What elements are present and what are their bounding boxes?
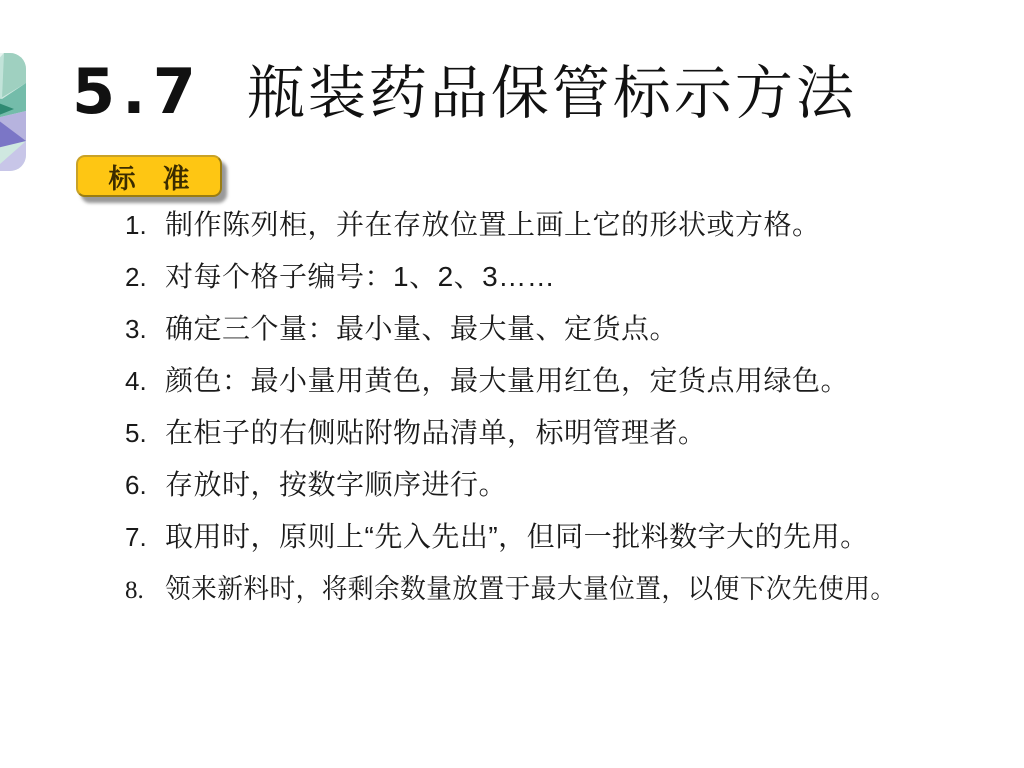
list-item	[125, 355, 935, 407]
low-poly-brand-icon	[0, 53, 26, 171]
item-number: 3.	[125, 314, 147, 344]
standard-badge	[76, 155, 222, 197]
item-number: 7.	[125, 522, 147, 552]
list-item	[125, 199, 935, 251]
item-number: 4.	[125, 366, 147, 396]
item-text: 领来新料时，将剩余数量放置于最大量位置，以便下次先使用。	[165, 574, 897, 604]
standard-list	[125, 199, 935, 615]
item-text: 颜色：最小量用黄色，最大量用红色，定货点用绿色。	[165, 365, 850, 396]
page-title	[72, 52, 857, 142]
list-item	[125, 251, 935, 303]
title-section-number: 5.7	[72, 55, 203, 128]
item-number: 1.	[125, 210, 147, 240]
item-text: 存放时，按数字顺序进行。	[165, 469, 508, 500]
list-item	[125, 459, 935, 511]
list-item	[125, 511, 935, 563]
item-number: 6.	[125, 470, 147, 500]
item-text: 在柜子的右侧贴附物品清单，标明管理者。	[165, 417, 707, 448]
item-number: 8.	[125, 577, 144, 604]
list-item	[125, 563, 935, 615]
item-text: 取用时，原则上“先入先出”，但同一批料数字大的先用。	[165, 521, 869, 552]
standard-badge-label: 标 准	[108, 163, 190, 195]
item-text: 确定三个量：最小量、最大量、定货点。	[165, 313, 679, 344]
title-text: 瓶装药品保管标示方法	[246, 59, 857, 127]
item-number: 5.	[125, 418, 147, 448]
list-item	[125, 407, 935, 459]
item-text: 对每个格子编号：1、2、3……	[165, 261, 556, 292]
item-number: 2.	[125, 262, 147, 292]
list-item	[125, 303, 935, 355]
item-text: 制作陈列柜，并在存放位置上画上它的形状或方格。	[165, 209, 821, 240]
